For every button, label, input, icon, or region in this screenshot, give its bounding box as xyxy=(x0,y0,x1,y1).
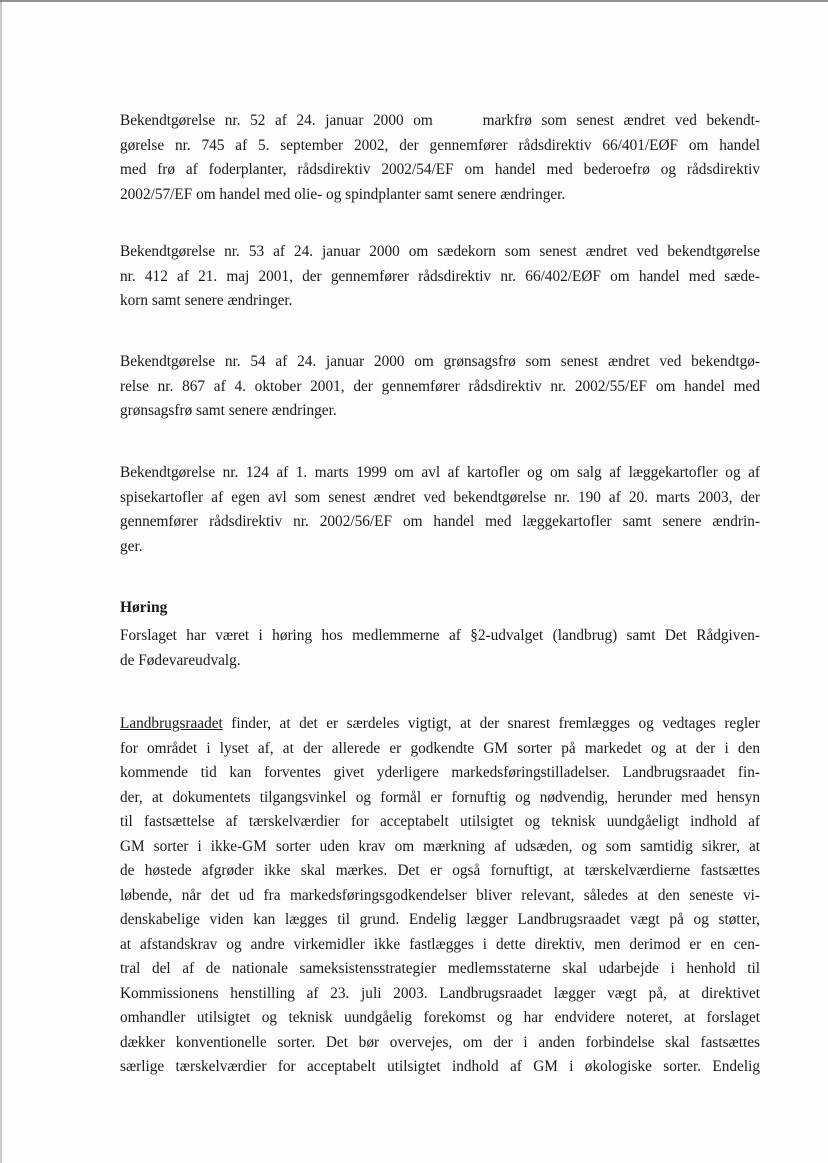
text-fragment: finder, at det er særdeles vigtigt, at der snarest fremlægges og vedtages regler xyxy=(222,715,760,732)
text-line: spisekartofler af egen avl som senest ændret ved bekendtgørelse nr. 190 af 20. marts 2003, der xyxy=(120,488,760,506)
text-line: der, at dokumentets tilgangsvinkel og formål er fornuftig og nødvendig, herunder med hensyn xyxy=(120,788,760,806)
paragraph-kartofler xyxy=(120,461,760,559)
text-line: de høstede afgrøder ikke skal mærkes. Det er også fornuftigt, at tærskelværdierne fastsættes xyxy=(120,862,760,879)
text-line: grønsagsfrø samt senere ændringer. xyxy=(120,402,337,419)
section-heading-horing: Høring xyxy=(120,599,168,616)
text-line: for området i lyset af, at der allerede er godkendte GM sorter på markedet og at der i den xyxy=(120,739,760,757)
text-line: gørelse nr. 745 af 5. september 2002, der gennemfører rådsdirektiv 66/401/EØF om handel xyxy=(120,136,760,154)
text-line: Bekendtgørelse nr. 124 af 1. marts 1999 om avl af kartofler og om salg af læggekartofler og af xyxy=(120,464,760,481)
text-line: Kommissionens henstilling af 23. juli 2003. Landbrugsraadet lægger vægt på, at direktivet xyxy=(120,984,760,1002)
text-line: til fastsættelse af tærskelværdier for acceptabelt utilsigtet og teknisk uundgåeligt indhold af xyxy=(120,813,760,830)
text-line: Bekendtgørelse nr. 52 af 24. januar 2000 om markfrø som senest ændret ved bekendt- xyxy=(120,112,760,129)
text-line: relse nr. 867 af 4. oktober 2001, der gennemfører rådsdirektiv nr. 2002/55/EF om handel med xyxy=(120,377,760,395)
paragraph-landbrugsraadet xyxy=(120,712,760,1080)
text-line: tral del af de nationale sameksistensstrategier medlemsstaterne skal udarbejde i henhold til xyxy=(120,960,760,977)
text-line: GM sorter i ikke-GM sorter uden krav om mærkning af udsæden, og som samtidig sikrer, at xyxy=(120,837,760,855)
text-line: med frø af foderplanter, rådsdirektiv 2002/54/EF om handel med bederoefrø og rådsdirektiv xyxy=(120,161,760,178)
text-line: omhandler utilsigtet og teknisk uundgåelig forekomst og har endvidere noteret, at forslaget xyxy=(120,1009,760,1026)
text-line: gennemfører rådsdirektiv nr. 2002/56/EF om handel med læggekartofler samt senere ændrin- xyxy=(120,513,760,530)
text-line: nr. 412 af 21. maj 2001, der gennemfører rådsdirektiv nr. 66/402/EØF om handel med sæde- xyxy=(120,267,760,285)
paragraph-horing xyxy=(120,624,760,673)
text-line: korn samt senere ændringer. xyxy=(120,292,293,309)
text-line: 2002/57/EF om handel med olie- og spindplanter samt senere ændringer. xyxy=(120,185,566,203)
text-line: ger. xyxy=(120,537,143,555)
text-line: de Fødevareudvalg. xyxy=(120,651,241,669)
text-line: kommende tid kan forventes givet yderligere markedsføringstilladelser. Landbrugsraadet fin- xyxy=(120,764,760,781)
text-line: at afstandskrav og andre virkemidler ikke fastlægges i dette direktiv, men derimod er en cen- xyxy=(120,935,760,953)
text-line: løbende, når det ud fra markedsføringsgodkendelser bliver relevant, således at den seneste vi- xyxy=(120,886,760,904)
text-line: Bekendtgørelse nr. 53 af 24. januar 2000 om sædekorn som senest ændret ved bekendtgørelse xyxy=(120,243,760,260)
text-line xyxy=(120,712,760,737)
scan-edge-left xyxy=(0,0,2,1163)
paragraph-gronsagsfro xyxy=(120,350,760,424)
text-line: Bekendtgørelse nr. 54 af 24. januar 2000 om grønsagsfrø som senest ændret ved bekendtgø- xyxy=(120,353,760,370)
underlined-organisation-name: Landbrugsraadet xyxy=(120,715,223,732)
text-line: Forslaget har været i høring hos medlemmerne af §2-udvalget (landbrug) samt Det Rådgiven- xyxy=(120,627,760,644)
text-line: særlige tærskelværdier for acceptabelt utilsigtet indhold af GM i økologiske sorter. Endelig xyxy=(120,1058,760,1075)
paragraph-saedekorn xyxy=(120,240,760,314)
text-line: dækker konventionelle sorter. Det bør overvejes, om der i anden forbindelse skal fastsættes xyxy=(120,1033,760,1051)
paragraph-markfro xyxy=(120,109,760,207)
scan-edge-top xyxy=(0,0,828,2)
text-line: denskabelige viden kan lægges til grund. Endelig lægger Landbrugsraadet vægt på og støtter, xyxy=(120,911,760,928)
